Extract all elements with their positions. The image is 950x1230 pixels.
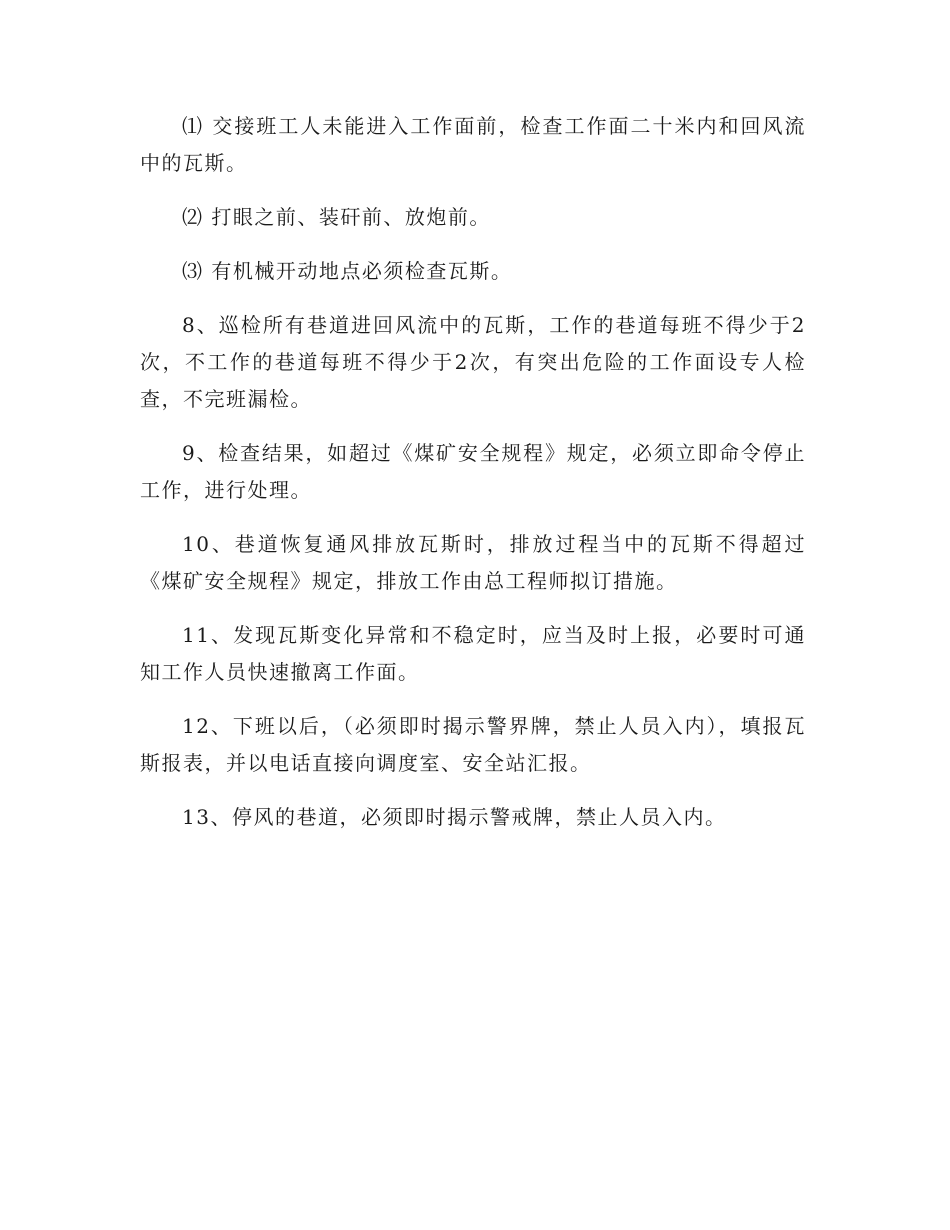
paragraph-item-11: 11、发现瓦斯变化异常和不稳定时，应当及时上报，必要时可通知工作人员快速撤离工作面。 (140, 623, 806, 684)
paragraph-item-13: 13、停风的巷道，必须即时揭示警戒牌，禁止人员入内。 (182, 805, 727, 829)
paragraph-item-12: 12、下班以后，（必须即时揭示警界牌，禁止人员入内），填报瓦斯报表，并以电话直接向调度室、安全站汇报。 (140, 714, 806, 775)
paragraph-item-8: 8、巡检所有巷道进回风流中的瓦斯，工作的巷道每班不得少于2次，不工作的巷道每班不得少于2次，有突出危险的工作面设专人检查，不完班漏检。 (140, 313, 806, 411)
paragraph-check-before-entry: ⑴ 交接班工人未能进入工作面前，检查工作面二十米内和回风流中的瓦斯。 (140, 114, 806, 175)
paragraph-item-9: 9、检查结果，如超过《煤矿安全规程》规定，必须立即命令停止工作，进行处理。 (140, 441, 806, 502)
paragraph-machinery-check: ⑶ 有机械开动地点必须检查瓦斯。 (182, 259, 513, 283)
document-body (140, 108, 806, 853)
paragraph-item-10: 10、巷道恢复通风排放瓦斯时，排放过程当中的瓦斯不得超过《煤矿安全规程》规定，排放工作由总工程师拟订措施。 (140, 532, 806, 593)
paragraph-before-drilling: ⑵ 打眼之前、装矸前、放炮前。 (182, 205, 491, 229)
